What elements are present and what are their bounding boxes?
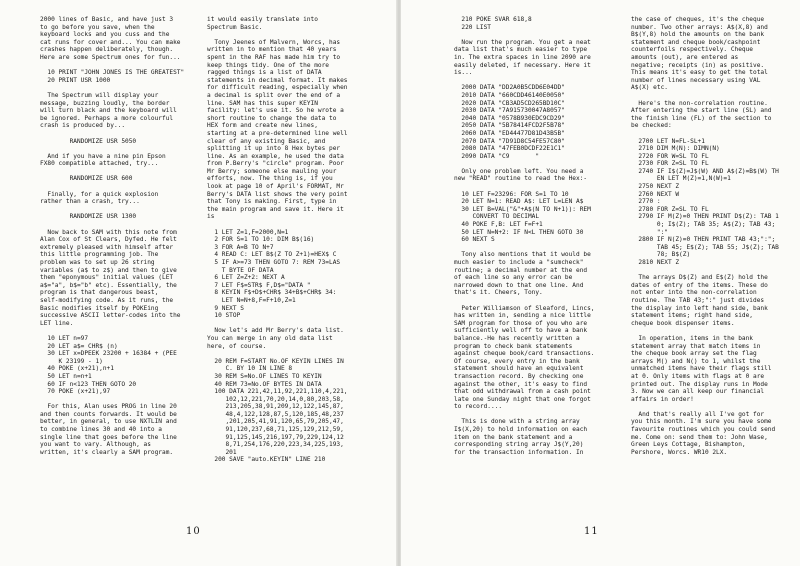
text-line: 4 READ C: LET B$(Z TO Z+1)=HEX$ C <box>207 251 337 259</box>
text-line: Mr Berry; someone else mauling your <box>207 167 337 175</box>
text-line <box>454 411 595 419</box>
text-line: program is that dangerous beast, <box>40 289 159 297</box>
text-line: 2730 FOR Z=SL TO FL <box>631 160 709 168</box>
text-line: to go before you save, when the <box>40 23 155 31</box>
text-line: Only one problem left. You need a <box>454 167 584 175</box>
text-line: 210 POKE SVAR 618,8 <box>454 16 532 23</box>
text-line: ":" <box>631 228 668 236</box>
text-line: statements in decimal format. It makes <box>207 76 348 84</box>
text-line: dates of entry of the items. These do <box>631 281 768 289</box>
text-line: has written in, sending a nice little <box>454 312 591 320</box>
text-line: keyboard locks and you cuss and the <box>40 31 170 39</box>
text-line: 2750 NEXT Z <box>631 183 680 191</box>
text-line: Pershore, Worcs. WR10 2LX. <box>631 448 728 456</box>
text-line: a decimal is split over the end of a <box>207 91 341 99</box>
text-line: K 23199 - 1) <box>40 357 103 365</box>
text-line: short routine to change the data to <box>207 114 337 122</box>
text-line: is <box>207 213 215 221</box>
text-line: from P.Berry's "circle" program. Poor <box>207 160 344 168</box>
text-line: the main program and save it. Here it <box>207 205 344 213</box>
text-line: efforts, now. The thing is, if you <box>207 175 333 183</box>
text-line: 30 LET B=VAL("&"+A$(N TO N+1)): REM <box>454 205 591 213</box>
text-line: of each line so any error can be <box>454 274 573 282</box>
text-line: line. As an example, he used the data <box>207 152 344 160</box>
text-line: 60 IF n<123 THEN GOTO 20 <box>40 380 137 388</box>
text-line <box>631 327 779 335</box>
text-line: Alan Cox of St Clears, Dyfed. He felt <box>40 236 177 244</box>
text-line: 2700 LET N=FL-SL+1 <box>631 137 705 145</box>
text-line: statement should have an equivalent <box>454 365 584 373</box>
text-line: better, in general, to use NXTLIN and <box>40 418 177 426</box>
text-line: 2050 DATA "5B78414FCD2F5B78" <box>454 122 565 130</box>
text-line: A$(X) etc. <box>631 84 668 92</box>
text-line <box>40 62 184 70</box>
text-line: C. BY 10 IN LINE 8 <box>207 365 293 373</box>
text-line: 30 REM S=No.OF LINES TO KEYIN <box>207 372 322 380</box>
text-line: 2760 NEXT W <box>631 190 680 198</box>
text-line: 102,12,221,70,20,14,0,80,203,58, <box>207 395 344 403</box>
text-line: 213,205,38,91,209,12,122,145,87, <box>207 403 344 411</box>
text-line <box>207 320 348 328</box>
text-line: I$(X,20) to hold information on each <box>454 426 588 434</box>
text-line: After entering the start line (SL) and <box>631 107 772 115</box>
text-line <box>454 297 595 305</box>
text-line: Green Leys Cottage, Bishampton, <box>631 441 746 449</box>
text-line: self-modifying code. As it runs, the <box>40 296 174 304</box>
text-line: 91,125,145,216,197,79,229,124,12 <box>207 433 344 441</box>
text-line: The Spectrum will display your <box>40 91 159 99</box>
text-line: you want to vary. Although, as <box>40 441 151 449</box>
text-line: 2020 DATA "CB3AD5CD265BD10C" <box>454 99 565 107</box>
text-line: 2800 IF N(Z)=0 THEN PRINT TAB 43;":"; <box>631 236 776 244</box>
text-line: 2740 IF I$(Z)=J$(W) AND A$(Z)=B$(W) TH <box>631 167 779 175</box>
text-line <box>631 130 779 138</box>
text-line: 40 POKE F,B: LET F=F+1 <box>454 221 543 229</box>
text-line: HEX form and create new lines, <box>207 122 318 130</box>
text-line: RANDOMIZE USR 5050 <box>40 137 137 145</box>
text-line <box>40 221 184 229</box>
left-column-1 <box>40 16 184 456</box>
text-line: and then counts forwards. It would be <box>40 410 177 418</box>
page-number-right: 11 <box>584 526 599 537</box>
text-line: RANDOMIZE USR 1300 <box>40 213 137 221</box>
text-line: crashes happen deliberately, though. <box>40 46 174 54</box>
text-line: 20 REM F=START No.OF KEYIN LINES IN <box>207 357 344 365</box>
text-line: 2790 IF M(Z)=0 THEN PRINT D$(Z): TAB 1 <box>631 213 779 221</box>
text-line: will turn black and the keyboard will <box>40 107 177 115</box>
text-line: 1 LET Z=1,F=2000,N=1 <box>207 228 289 236</box>
text-line: not enter into the non-correlation <box>631 289 757 297</box>
text-line: 50 LET n=n+1 <box>40 372 92 380</box>
text-line: 70 POKE (x+21),97 <box>40 388 111 396</box>
text-line: RANDOMIZE USR 600 <box>40 175 133 183</box>
text-line: 8,71,254,176,220,223,34,225,193, <box>207 441 344 449</box>
text-line: much easier to include a "sumcheck" <box>454 259 584 266</box>
text-line <box>40 206 184 214</box>
text-line: 2 FOR S=1 TO 10: DIM B$(16) <box>207 236 315 244</box>
text-line: to record.... <box>454 403 503 411</box>
text-line: affairs in order! <box>631 395 694 403</box>
text-line: the finish line (FL) of the section to <box>631 114 772 122</box>
text-line: 2720 FOR W=SL TO FL <box>631 152 709 160</box>
text-line: at 0. Only items with flags at 0 are <box>631 372 765 380</box>
text-line <box>40 183 184 191</box>
text-line: favourite routines which you could send <box>631 426 776 434</box>
text-line: The arrays D$(Z) and E$(Z) hold the <box>631 274 768 282</box>
right-page <box>401 0 800 566</box>
text-line: Basic modifies itself by POKEing <box>40 304 159 312</box>
text-line <box>631 92 779 100</box>
text-line: for the transaction information. In <box>454 448 584 456</box>
text-line <box>454 77 595 85</box>
text-line: 8 KEYIN F$+D$+CHR$ 34+B$+CHR$ 34: <box>207 289 337 297</box>
text-line <box>40 145 184 153</box>
text-line: 3. Now we can all keep our financial <box>631 388 765 396</box>
text-line: 40 REM 73=No.OF BYTES IN DATA <box>207 380 322 388</box>
text-line: balance.-He has recently written a <box>454 334 580 342</box>
text-line: 91,120,237,68,71,125,129,212,59, <box>207 426 344 434</box>
text-line: T BYTE OF DATA <box>207 266 274 274</box>
text-line: ,201,205,41,91,120,65,79,205,47, <box>207 418 344 426</box>
text-line: Tony also mentions that it would be <box>454 251 591 259</box>
text-line: B$(Y,8) hold the amounts on the bank <box>631 31 765 39</box>
text-line <box>40 396 184 404</box>
text-line: routine. The TAB 43;":" just divides <box>631 296 765 304</box>
text-line: the display into left hand side, bank <box>631 304 768 312</box>
text-line: 10 PRINT "JOHN JONES IS THE GREATEST" <box>40 69 185 77</box>
text-line: counterfoils respectively. Cheque <box>631 46 754 54</box>
text-line: 5 IF A>=73 THEN GOTO 7: REM 73=LAS <box>207 259 341 266</box>
text-line: TAB 45; E$(Z); TAB 55; J$(Z); TAB <box>631 243 779 251</box>
text-line: written in to mention that 40 years <box>207 46 337 54</box>
text-line: spent in the RAF has made him try to <box>207 53 341 61</box>
text-line: 2810 NEXT Z <box>631 259 680 266</box>
text-line: number of lines necessary using VAL <box>631 76 761 84</box>
text-line: problem was to set up 26 string <box>40 259 155 266</box>
text-line <box>454 160 595 168</box>
text-line: 3 FOR A=B TO N+7 <box>207 243 274 251</box>
text-line: a$="a", b$="b" etc). Essentially, the <box>40 281 177 289</box>
text-line: narrowed down to that one line. And <box>454 281 584 289</box>
text-line: 2000 DATA "DD2A0B5CDD6E04DD" <box>454 84 565 92</box>
left-column-2 <box>207 16 348 464</box>
text-line: Peter Williamson of Sleaford, Lincs, <box>454 304 595 312</box>
text-line: Spectrum Basic. <box>207 23 263 31</box>
text-line: the case of cheques, it's the cheque <box>631 16 765 23</box>
text-line: new "READ" routine to read the Hex:- <box>454 175 588 183</box>
text-line: single line that goes before the line <box>40 433 177 441</box>
text-line: 2780 FOR Z=SL TO FL <box>631 205 709 213</box>
text-line: extremely pleased with himself after <box>40 243 174 251</box>
right-column-2 <box>631 16 779 456</box>
text-line: 220 LIST <box>454 23 491 31</box>
text-line: 200 SAVE "auto.KEYIN" LINE 210 <box>207 456 326 464</box>
text-line: 201 <box>207 448 237 456</box>
text-line: Finally, for a quick explosion <box>40 190 159 198</box>
text-line: 2030 DATA "7A915730047A8057" <box>454 107 565 115</box>
text-line: 60 NEXT S <box>454 236 495 244</box>
text-line: LET line. <box>40 319 74 327</box>
right-column-1 <box>454 16 595 456</box>
text-line <box>207 221 348 229</box>
text-line: 40 POKE (x+21),n+1 <box>40 365 114 373</box>
text-line: this little programming job. The <box>40 251 159 259</box>
text-line: look at page 10 of April's FORMAT, Mr <box>207 183 344 191</box>
text-line: cat runs for cover and... You can make <box>40 38 181 46</box>
text-line: Of course, every entry in the bank <box>454 357 580 365</box>
text-line: Berry's DATA list shows the very point <box>207 190 348 198</box>
text-line: You can merge in any old data list <box>207 334 333 342</box>
text-line: corresponding string array J$(Y,20) <box>454 441 584 449</box>
text-line <box>207 31 348 39</box>
text-line: data list that's much easier to type <box>454 46 588 54</box>
text-line: that odd withdrawal from a cash point <box>454 388 591 396</box>
text-line <box>40 168 184 176</box>
text-line: is... <box>454 69 473 77</box>
text-line: number. Two other arrays: A$(X,8) and <box>631 23 768 31</box>
text-line: successive ASCII letter-codes into the <box>40 312 181 320</box>
text-line: that's it. Cheers, Tony. <box>454 289 543 297</box>
text-line <box>454 31 595 39</box>
text-line: variables (a$ to z$) and then to give <box>40 266 177 274</box>
text-line: be ignored. Perhaps a more colourful <box>40 114 174 122</box>
text-line: 2010 DATA "660CDD46140E0050" <box>454 91 565 99</box>
text-line: CONVERT TO DECIMAL <box>454 213 540 221</box>
text-line: 9 NEXT S <box>207 304 244 312</box>
text-line: printed out. The display runs in Mode <box>631 380 768 388</box>
text-line: 30 LET x=DPEEK 23200 + 16384 + (PEE <box>40 350 177 358</box>
text-line: 10 STOP <box>207 312 241 320</box>
text-line: the cheque book array set the flag <box>631 350 757 358</box>
text-line: SAM program for those of you who are <box>454 319 588 327</box>
text-line: And that's really all I've got for <box>631 410 765 418</box>
text-line: Here's the non-correlation routine. <box>631 99 768 107</box>
text-line: Now back to SAM with this note from <box>40 228 177 236</box>
text-line: 100 DATA 221,42,11,92,221,110,4,221, <box>207 388 348 396</box>
text-line: message, buzzing loudly, the border <box>40 99 170 107</box>
text-line: 2060 DATA "ED44477D81D43B5B" <box>454 129 565 137</box>
text-line: statement array that match items in <box>631 342 761 350</box>
text-line: item on the bank statement and a <box>454 433 573 441</box>
text-line: statement and cheque book/cashpoint <box>631 38 761 46</box>
text-line: arrays M() and N() to 1, whilst the <box>631 357 761 365</box>
text-line: 2710 DIM M(N): DIMN(N) <box>631 145 720 153</box>
text-line: be checked: <box>631 122 672 130</box>
text-line: them "eponymous" initial values (LET <box>40 274 174 282</box>
text-line: Now run the program. You get a neat <box>454 38 591 46</box>
text-line: 2070 DATA "7D91D8C54FE57C80" <box>454 137 565 145</box>
text-line: 10 LET n=97 <box>40 334 89 342</box>
text-line: here, of course. <box>207 342 267 350</box>
text-line: unmatched items have their flags still <box>631 365 772 373</box>
text-line: FX80 compatible attached, try... <box>40 160 159 168</box>
text-line: sufficiently well off to have a bank <box>454 327 588 335</box>
text-line: keep things tidy. One of the more <box>207 61 330 69</box>
text-line: late one Sunday night that one forgot <box>454 395 591 403</box>
text-line: 20 PRINT USR 1000 <box>40 76 111 84</box>
text-line: statement items; right hand side, <box>631 312 754 320</box>
text-line <box>631 403 779 411</box>
text-line: 10 LET F=23296: FOR S=1 TO 10 <box>454 190 569 198</box>
text-line <box>207 350 348 358</box>
text-line: amounts (out), are entered as <box>631 53 739 61</box>
text-line: This means it's easy to get the total <box>631 69 768 77</box>
text-line: rather than a crash, try... <box>40 198 140 206</box>
text-line: splitting it up into 8 Hex bytes per <box>207 145 341 153</box>
text-line: against the other, it's easy to find <box>454 380 588 388</box>
text-line: negative; receipts (in) as positive. <box>631 61 765 69</box>
text-line: This is done with a string array <box>454 418 580 426</box>
text-line: And if you have a nine pin Epson <box>40 152 166 160</box>
text-line: for difficult reading, especially when <box>207 84 348 92</box>
text-line: me. Come on: send them to: John Wase, <box>631 433 768 441</box>
text-line <box>40 130 184 138</box>
text-line: 20 LET N=1: READ A$: LET L=LEN A$ <box>454 198 584 206</box>
text-line: 2040 DATA "0578B930EDC9CD29" <box>454 114 565 122</box>
text-line <box>40 84 184 92</box>
text-line: program to check bank statements <box>454 342 573 350</box>
text-line: LET N=N+8,F=F+10,Z=1 <box>207 296 296 304</box>
text-line: 20 LET a$= CHR$ (n) <box>40 342 118 350</box>
text-line: 78; B$(Z) <box>631 251 691 259</box>
text-line: EN LET M(Z)=1,N(W)=1 <box>631 175 731 183</box>
text-line: against cheque book/card transactions. <box>454 350 595 358</box>
text-line: to combine lines 30 and 40 into a <box>40 426 163 434</box>
text-line: In operation, items in the bank <box>631 334 754 342</box>
text-line <box>40 327 184 335</box>
text-line: that Tony is making. First, type in <box>207 198 337 206</box>
left-page <box>0 0 397 566</box>
text-line: crash is produced by... <box>40 122 126 130</box>
text-line: 2080 DATA "47FEB0DCDF22E1C1" <box>454 145 565 153</box>
text-line: you this month. I'm sure you have some <box>631 418 772 426</box>
text-line: 7 LET F$=STR$ F,D$="DATA " <box>207 281 311 289</box>
text-line: it would easily translate into <box>207 16 318 23</box>
text-line: starting at a pre-determined line well <box>207 129 348 137</box>
page-number-left: 10 <box>186 526 201 537</box>
text-line: 2770 : <box>631 198 661 206</box>
text-line: clear of any existing Basic, and <box>207 137 326 145</box>
text-line: ragged things is a list of DATA <box>207 69 322 77</box>
text-line <box>454 244 595 252</box>
text-line: in. The extra spaces in line 2090 are <box>454 53 591 61</box>
text-line: routine; a decimal number at the end <box>454 266 588 274</box>
text-line: easily deleted, if necessary. Here it <box>454 61 591 69</box>
text-line: written, it's clearly a SAM program. <box>40 448 174 456</box>
text-line: Tony Jeenes of Malvern, Worcs, has <box>207 38 341 46</box>
text-line: cheque book dispenser items. <box>631 319 735 327</box>
text-line: transaction record. By checking one <box>454 372 584 380</box>
text-line: Here are some Spectrum ones for fun... <box>40 53 181 61</box>
text-line: For this, Alan uses PROG in line 20 <box>40 403 177 411</box>
text-line: 2000 lines of Basic, and have just 3 <box>40 16 174 23</box>
text-line: 2090 DATA "C9 " <box>454 152 540 160</box>
text-line: 50 LET N=N+2: IF N<L THEN GOTO 30 <box>454 228 584 236</box>
text-line: 0; I$(Z); TAB 35; A$(Z); TAB 43; <box>631 221 776 229</box>
text-line: 48,4,122,128,87,5,120,185,48,237 <box>207 410 344 418</box>
text-line: facility: let's use it. So he wrote a <box>207 107 344 115</box>
text-line: Now let's add Mr Berry's data list. <box>207 327 344 335</box>
text-line: 6 LET Z=Z+2: NEXT A <box>207 274 285 282</box>
text-line <box>631 267 779 275</box>
text-line <box>454 183 595 191</box>
text-line: line. SAM has this super KEYIN <box>207 99 318 107</box>
